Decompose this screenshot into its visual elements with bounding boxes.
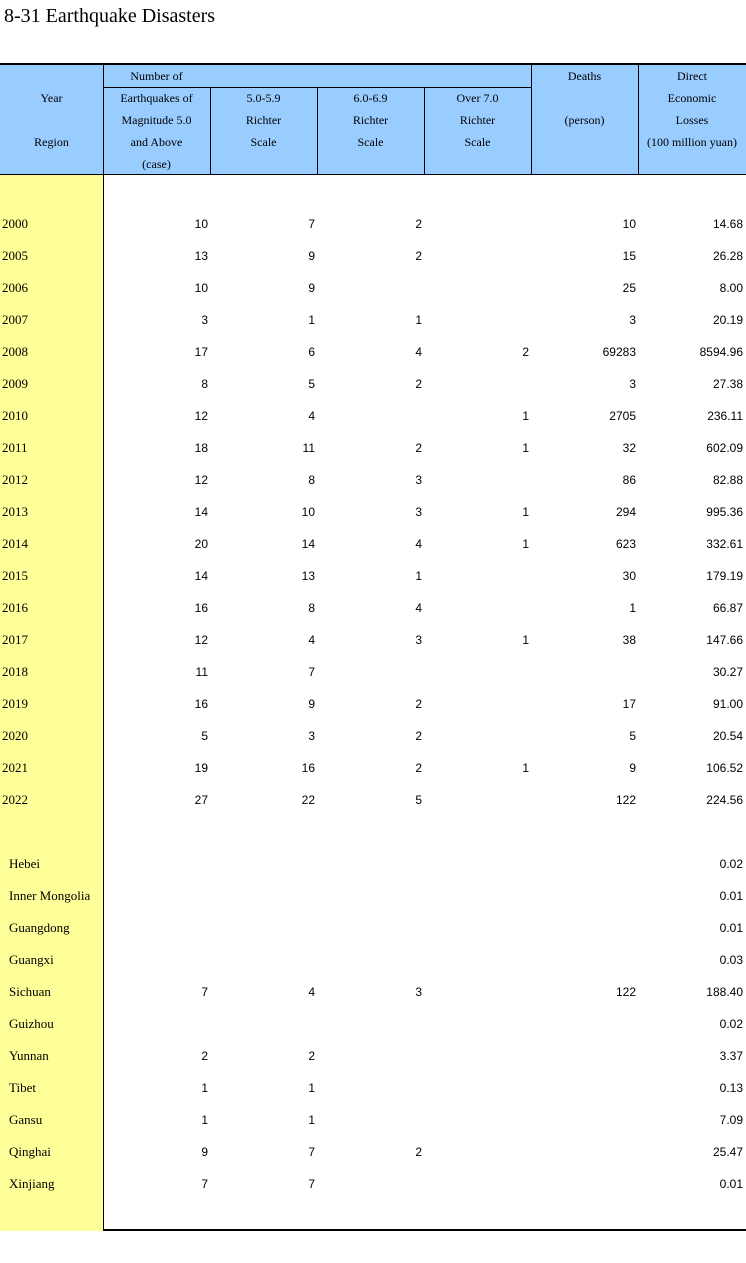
region-row [0,1008,746,1040]
year-row [0,528,746,560]
year-label: 2005 [2,248,28,263]
cell-deaths: 69283 [602,345,636,359]
header-mag-7 [424,87,531,153]
cell-m5: 7 [308,1177,315,1191]
header-mag-6-line: 6.0-6.9 [353,91,388,105]
year-label: 2009 [2,376,28,391]
header-mag-5 [210,87,317,153]
header-mag-6 [317,87,424,153]
cell-m7: 1 [522,505,529,519]
cell-losses: 30.27 [712,665,743,679]
cell-losses: 602.09 [706,441,743,455]
cell-losses: 179.19 [706,569,743,583]
cell-losses: 27.38 [712,377,743,391]
year-row [0,688,746,720]
cell-m6: 5 [415,793,422,807]
region-label: Sichuan [9,984,51,999]
cell-total: 19 [194,761,208,775]
header-total-line: Number of [130,69,183,83]
stub-header-region: Region [34,135,69,149]
cell-m6: 3 [415,473,422,487]
cell-total: 7 [201,1177,208,1191]
header-deaths-line: (person) [564,113,605,127]
cell-m6: 2 [415,441,422,455]
region-label: Gansu [9,1112,43,1127]
cell-m5: 8 [308,473,315,487]
year-label: 2010 [2,408,28,423]
year-row [0,400,746,432]
cell-deaths: 122 [615,985,636,999]
year-row [0,432,746,464]
cell-m5: 4 [308,985,315,999]
cell-total: 1 [201,1081,208,1095]
header-divider [638,65,639,175]
cell-total: 3 [201,313,208,327]
cell-total: 1 [201,1113,208,1127]
cell-losses: 20.54 [712,729,743,743]
cell-deaths: 1 [629,601,636,615]
year-row [0,208,746,240]
year-label: 2012 [2,472,28,487]
cell-losses: 0.02 [719,1017,743,1031]
cell-m5: 1 [308,1113,315,1127]
region-row [0,1168,746,1200]
cell-m6: 1 [415,313,422,327]
cell-losses: 0.03 [719,953,743,967]
year-row [0,464,746,496]
header-losses-line: (100 million yuan) [647,135,737,149]
cell-m5: 8 [308,601,315,615]
cell-m5: 5 [308,377,315,391]
year-label: 2018 [2,664,28,679]
year-label: 2019 [2,696,28,711]
region-row [0,1072,746,1104]
cell-total: 27 [194,793,208,807]
header-mag-7-line: Richter [459,113,496,127]
stub-header [0,87,103,153]
cell-losses: 8594.96 [699,345,743,359]
cell-losses: 14.68 [712,217,743,231]
header-divider [531,65,532,175]
region-label: Guangdong [9,920,70,935]
cell-m6: 3 [415,985,422,999]
cell-deaths: 25 [622,281,636,295]
cell-m5: 7 [308,1145,315,1159]
year-row [0,336,746,368]
cell-m5: 4 [308,633,315,647]
cell-m6: 2 [415,249,422,263]
year-label: 2015 [2,568,28,583]
cell-losses: 82.88 [712,473,743,487]
cell-m7: 2 [522,345,529,359]
page-title: 8-31 Earthquake Disasters [4,5,216,27]
year-label: 2021 [2,760,28,775]
header-mag-6-line: Richter [352,113,389,127]
cell-m6: 2 [415,697,422,711]
cell-m6: 2 [415,761,422,775]
cell-losses: 236.11 [707,409,743,423]
cell-m7: 1 [522,409,529,423]
year-label: 2017 [2,632,28,647]
region-row [0,1104,746,1136]
year-row [0,272,746,304]
year-row [0,624,746,656]
cell-deaths: 3 [629,377,636,391]
cell-deaths: 122 [615,793,636,807]
region-row [0,848,746,880]
cell-m6: 1 [415,569,422,583]
year-row [0,368,746,400]
cell-m6: 2 [415,377,422,391]
cell-total: 5 [201,729,208,743]
header-mag-5-line: Richter [245,113,282,127]
cell-deaths: 86 [622,473,636,487]
cell-total: 11 [195,665,208,679]
header-divider [424,87,425,175]
cell-total: 17 [194,345,208,359]
header-losses [638,65,746,153]
cell-m5: 6 [308,345,315,359]
header-total-line: Earthquakes of [120,91,193,105]
region-row [0,944,746,976]
region-label: Tibet [9,1080,36,1095]
header-mag-7-line: Over 7.0 [456,91,499,105]
year-label: 2011 [2,440,28,455]
year-row [0,720,746,752]
year-label: 2016 [2,600,28,615]
cell-deaths: 5 [629,729,636,743]
cell-m5: 11 [302,441,315,455]
cell-m6: 4 [415,345,422,359]
cell-losses: 7.09 [719,1113,743,1127]
header-total-line: Magnitude 5.0 [121,113,192,127]
cell-losses: 26.28 [712,249,743,263]
region-label: Yunnan [9,1048,49,1063]
year-label: 2022 [2,792,28,807]
cell-losses: 106.52 [706,761,743,775]
year-label: 2006 [2,280,28,295]
cell-m5: 22 [301,793,315,807]
header-losses-line: Economic [667,91,717,105]
cell-m7: 1 [522,761,529,775]
cell-total: 8 [201,377,208,391]
cell-deaths: 623 [615,537,636,551]
cell-m6: 2 [415,1145,422,1159]
cell-deaths: 10 [622,217,636,231]
cell-deaths: 9 [629,761,636,775]
cell-total: 7 [201,985,208,999]
year-row [0,304,746,336]
cell-losses: 0.01 [719,1177,743,1191]
cell-m6: 3 [415,505,422,519]
header-divider [103,65,104,175]
year-row [0,752,746,784]
cell-losses: 8.00 [719,281,743,295]
cell-total: 13 [194,249,208,263]
cell-m5: 7 [308,665,315,679]
cell-m6: 4 [415,601,422,615]
region-label: Hebei [9,856,41,871]
header-losses-line: Direct [677,69,707,83]
region-label: Qinghai [9,1144,51,1159]
region-row [0,976,746,1008]
cell-deaths: 2705 [609,409,636,423]
cell-losses: 25.47 [712,1145,743,1159]
year-row [0,240,746,272]
header-divider [317,87,318,175]
cell-deaths: 15 [622,249,636,263]
region-label: Xinjiang [9,1176,55,1191]
cell-losses: 0.01 [719,889,743,903]
cell-total: 2 [201,1049,208,1063]
cell-deaths: 294 [615,505,636,519]
year-label: 2020 [2,728,28,743]
cell-total: 16 [194,697,208,711]
cell-total: 14 [194,505,208,519]
cell-m6: 4 [415,537,422,551]
cell-deaths: 17 [622,697,636,711]
year-row [0,784,746,816]
cell-m7: 1 [522,633,529,647]
cell-losses: 91.00 [712,697,743,711]
cell-m5: 2 [308,1049,315,1063]
header-mag-5-line: Scale [250,135,277,149]
cell-m7: 1 [522,441,529,455]
header-losses-line: Losses [675,113,709,127]
year-row [0,496,746,528]
region-label: Inner Mongolia [9,888,91,903]
cell-total: 10 [194,217,208,231]
header-mag-6-line: Scale [357,135,384,149]
cell-deaths: 3 [629,313,636,327]
cell-total: 12 [194,633,208,647]
cell-total: 18 [194,441,208,455]
region-label: Guangxi [9,952,54,967]
year-label: 2013 [2,504,28,519]
cell-m5: 1 [308,1081,315,1095]
cell-losses: 20.19 [712,313,743,327]
cell-deaths: 32 [622,441,636,455]
cell-losses: 332.61 [706,537,743,551]
cell-m5: 10 [301,505,315,519]
cell-m5: 3 [308,729,315,743]
cell-m6: 2 [415,729,422,743]
cell-total: 12 [194,409,208,423]
cell-losses: 0.01 [719,921,743,935]
cell-m7: 1 [522,537,529,551]
header-divider [210,87,211,175]
region-row [0,880,746,912]
cell-total: 10 [194,281,208,295]
cell-deaths: 38 [622,633,636,647]
header-total-line: (case) [142,157,171,171]
year-label: 2014 [2,536,28,551]
table-header [0,65,746,175]
cell-total: 9 [201,1145,208,1159]
cell-m6: 3 [415,633,422,647]
cell-m5: 9 [308,281,315,295]
year-row [0,656,746,688]
cell-m5: 16 [301,761,315,775]
cell-m5: 13 [301,569,315,583]
cell-m5: 7 [308,217,315,231]
cell-total: 14 [194,569,208,583]
region-row [0,912,746,944]
cell-losses: 66.87 [712,601,743,615]
cell-m5: 4 [308,409,315,423]
header-deaths-line: Deaths [567,69,602,83]
year-row [0,592,746,624]
year-label: 2000 [2,216,28,231]
cell-deaths: 30 [622,569,636,583]
cell-m5: 14 [301,537,315,551]
cell-total: 16 [194,601,208,615]
cell-m6: 2 [415,217,422,231]
cell-losses: 0.02 [719,857,743,871]
year-label: 2008 [2,344,28,359]
cell-m5: 1 [308,313,315,327]
cell-losses: 188.40 [706,985,743,999]
cell-total: 12 [194,473,208,487]
region-label: Guizhou [9,1016,54,1031]
header-mag-5-line: 5.0-5.9 [246,91,281,105]
header-total [103,65,210,175]
cell-losses: 995.36 [706,505,743,519]
cell-losses: 224.56 [706,793,743,807]
cell-losses: 0.13 [719,1081,743,1095]
cell-total: 20 [194,537,208,551]
header-total-line: and Above [130,135,183,149]
header-mag-7-line: Scale [464,135,491,149]
cell-losses: 147.66 [706,633,743,647]
cell-m5: 9 [308,249,315,263]
cell-m5: 9 [308,697,315,711]
region-row [0,1040,746,1072]
cell-losses: 3.37 [719,1049,743,1063]
earthquake-table [0,63,746,1231]
header-deaths [531,65,638,131]
year-label: 2007 [2,312,28,327]
year-row [0,560,746,592]
stub-header-year: Year [40,91,63,105]
region-row [0,1136,746,1168]
